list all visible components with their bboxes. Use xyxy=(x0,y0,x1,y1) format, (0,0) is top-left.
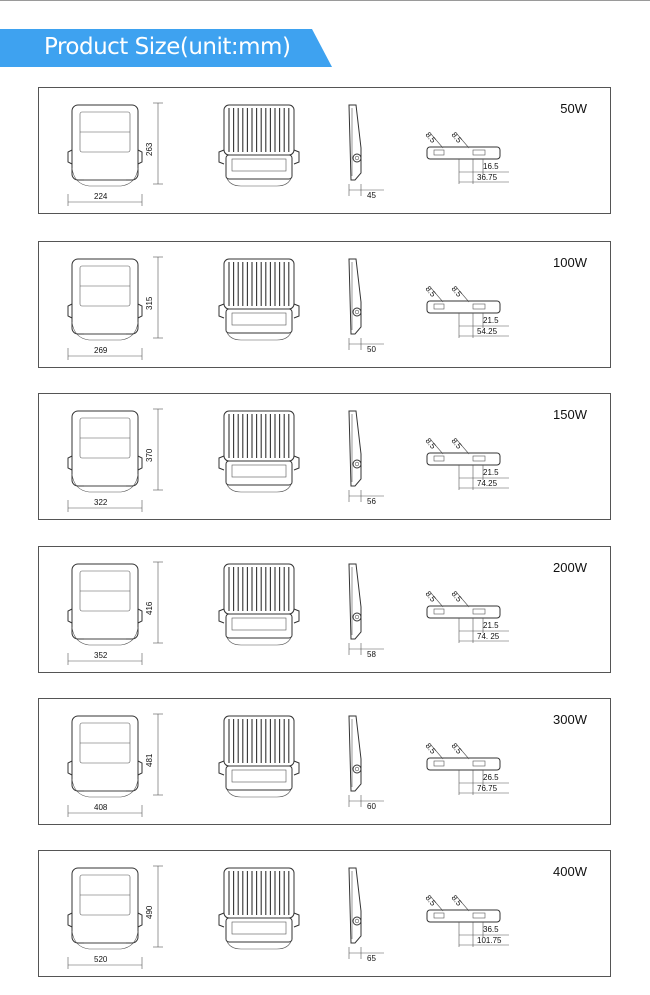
technical-drawing xyxy=(39,88,610,213)
bracket-dimension-2: 54.25 xyxy=(477,327,498,336)
angle-label: 8.5 xyxy=(423,436,438,451)
top-divider xyxy=(0,0,650,1)
technical-drawing xyxy=(39,547,610,672)
page-title: Product Size(unit:mm) xyxy=(44,34,291,60)
depth-dimension: 45 xyxy=(367,191,376,200)
width-dimension: 408 xyxy=(94,803,108,812)
angle-label: 8.5 xyxy=(449,893,464,908)
height-dimension: 263 xyxy=(145,142,154,156)
angle-label: 8.5 xyxy=(449,130,464,145)
bracket-dimension-2: 74.25 xyxy=(477,479,498,488)
bracket-dimension-1: 16.5 xyxy=(483,162,499,171)
bracket-dimension-2: 36.75 xyxy=(477,173,498,182)
side-view-drawing xyxy=(349,716,384,807)
width-dimension: 224 xyxy=(94,192,108,201)
depth-dimension: 60 xyxy=(367,802,376,811)
product-panel xyxy=(38,393,611,520)
technical-drawing xyxy=(39,242,610,367)
back-view-drawing xyxy=(219,259,299,340)
width-dimension: 269 xyxy=(94,346,108,355)
angle-label: 8.5 xyxy=(423,284,438,299)
depth-dimension: 65 xyxy=(367,954,376,963)
technical-drawing xyxy=(39,851,610,976)
height-dimension: 416 xyxy=(145,601,154,615)
angle-label: 8.5 xyxy=(423,893,438,908)
back-view-drawing xyxy=(219,716,299,797)
bracket-dimension-1: 21.5 xyxy=(483,621,499,630)
side-view-drawing xyxy=(349,564,384,655)
angle-label: 8.5 xyxy=(449,436,464,451)
height-dimension: 481 xyxy=(145,753,154,767)
section-banner xyxy=(0,29,332,67)
product-panel xyxy=(38,546,611,673)
technical-drawing xyxy=(39,699,610,824)
bracket-dimension-2: 74. 25 xyxy=(477,632,500,641)
back-view-drawing xyxy=(219,564,299,645)
side-view-drawing xyxy=(349,411,384,502)
product-panel xyxy=(38,698,611,825)
width-dimension: 352 xyxy=(94,651,108,660)
depth-dimension: 50 xyxy=(367,345,376,354)
bracket-dimension-2: 101.75 xyxy=(477,936,502,945)
width-dimension: 520 xyxy=(94,955,108,964)
bracket-dimension-1: 21.5 xyxy=(483,468,499,477)
angle-label: 8.5 xyxy=(423,741,438,756)
back-view-drawing xyxy=(219,868,299,949)
wattage-label: 100W xyxy=(553,255,587,270)
side-view-drawing xyxy=(349,105,384,196)
wattage-label: 200W xyxy=(553,560,587,575)
wattage-label: 400W xyxy=(553,864,587,879)
angle-label: 8.5 xyxy=(423,130,438,145)
angle-label: 8.5 xyxy=(449,589,464,604)
angle-label: 8.5 xyxy=(449,284,464,299)
wattage-label: 300W xyxy=(553,712,587,727)
back-view-drawing xyxy=(219,105,299,186)
depth-dimension: 56 xyxy=(367,497,376,506)
depth-dimension: 58 xyxy=(367,650,376,659)
bracket-dimension-1: 26.5 xyxy=(483,773,499,782)
product-panel xyxy=(38,87,611,214)
wattage-label: 50W xyxy=(560,101,587,116)
bracket-dimension-1: 21.5 xyxy=(483,316,499,325)
back-view-drawing xyxy=(219,411,299,492)
height-dimension: 490 xyxy=(145,905,154,919)
bracket-dimension-1: 36.5 xyxy=(483,925,499,934)
product-panel xyxy=(38,241,611,368)
technical-drawing xyxy=(39,394,610,519)
angle-label: 8.5 xyxy=(449,741,464,756)
height-dimension: 370 xyxy=(145,448,154,462)
angle-label: 8.5 xyxy=(423,589,438,604)
product-panel xyxy=(38,850,611,977)
side-view-drawing xyxy=(349,868,384,959)
height-dimension: 315 xyxy=(145,296,154,310)
bracket-dimension-2: 76.75 xyxy=(477,784,498,793)
wattage-label: 150W xyxy=(553,407,587,422)
side-view-drawing xyxy=(349,259,384,350)
width-dimension: 322 xyxy=(94,498,108,507)
